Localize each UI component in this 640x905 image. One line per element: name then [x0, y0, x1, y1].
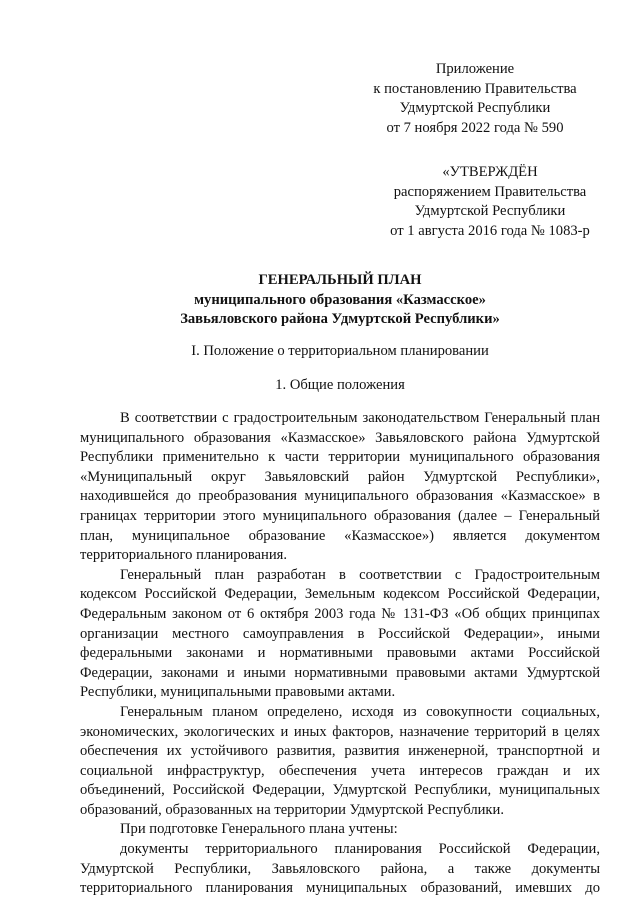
title-line-2: муниципального образования «Казмасское»	[194, 291, 486, 308]
approval-line-1: «УТВЕРЖДЁН	[442, 164, 538, 180]
paragraph-2: Генеральный план разработан в соответствии с Градостроительным кодексом Российской Федерации, Земельным кодексом Российской Федерации, Федеральным законом от 6 октября 2003 года № 131-ФЗ «Об общих принципах организации местного самоуправления в Российской Федерации», иными федеральными законами и нормативными правовыми актами Российской Федерации, законами и иными нормативными правовыми актами Удмуртской Республики, муниципальными правовыми актами.	[80, 566, 600, 701]
title-line-3: Завьяловского района Удмуртской Республики»	[180, 311, 500, 327]
annex-line-1: Приложение	[435, 61, 515, 77]
subsection-heading: 1. Общие положения	[275, 377, 405, 393]
approval-stamp	[375, 163, 605, 241]
section-heading: I. Положение о территориальном планировании	[191, 343, 489, 359]
approval-line-3: Удмуртской Республики	[414, 203, 566, 219]
paragraph-5: документы территориального планирования Российской Федерации, Удмуртской Республики, Завьяловского района, а также документы территориального планирования муниципальных образований, имевших до	[80, 841, 600, 897]
approval-line-2: распоряжением Правительства	[393, 183, 587, 200]
annex-line-4: от 7 ноября 2022 года № 590	[386, 119, 564, 136]
title-line-1: ГЕНЕРАЛЬНЫЙ ПЛАН	[258, 272, 422, 288]
paragraph-1: В соответствии с градостроительным законодательством Генеральный план муниципального образования «Казмасское» Завьяловского района Удмуртской Республики применительно к части территории муниципального образования «Муниципальный округ Завьяловский район Удмуртской Республики», находившейся до преобразования муниципального образования «Казмасское» в границах территории этого муниципального образования (далее – Генеральный план, муниципальное образование «Казмасское») является документом территориального планирования.	[80, 410, 600, 564]
annex-header	[360, 60, 590, 138]
paragraph-3: Генеральным планом определено, исходя из совокупности социальных, экономических, экологических и иных факторов, назначение территорий в целях обеспечения их устойчивого развития, развития инженерной, транспортной и социальной инфраструктур, обеспечения учета интересов граждан и их объединений, Российской Федерации, Удмуртской Республики, муниципальных образований, образованных на территории Удмуртской Республики.	[80, 703, 600, 818]
paragraph-4: При подготовке Генерального плана учтены:	[120, 821, 398, 838]
approval-line-4: от 1 августа 2016 года № 1083-р	[390, 222, 590, 239]
document-title	[80, 271, 600, 330]
body-text	[80, 409, 600, 899]
annex-line-2: к постановлению Правительства	[373, 80, 577, 97]
annex-line-3: Удмуртской Республики	[399, 100, 551, 116]
